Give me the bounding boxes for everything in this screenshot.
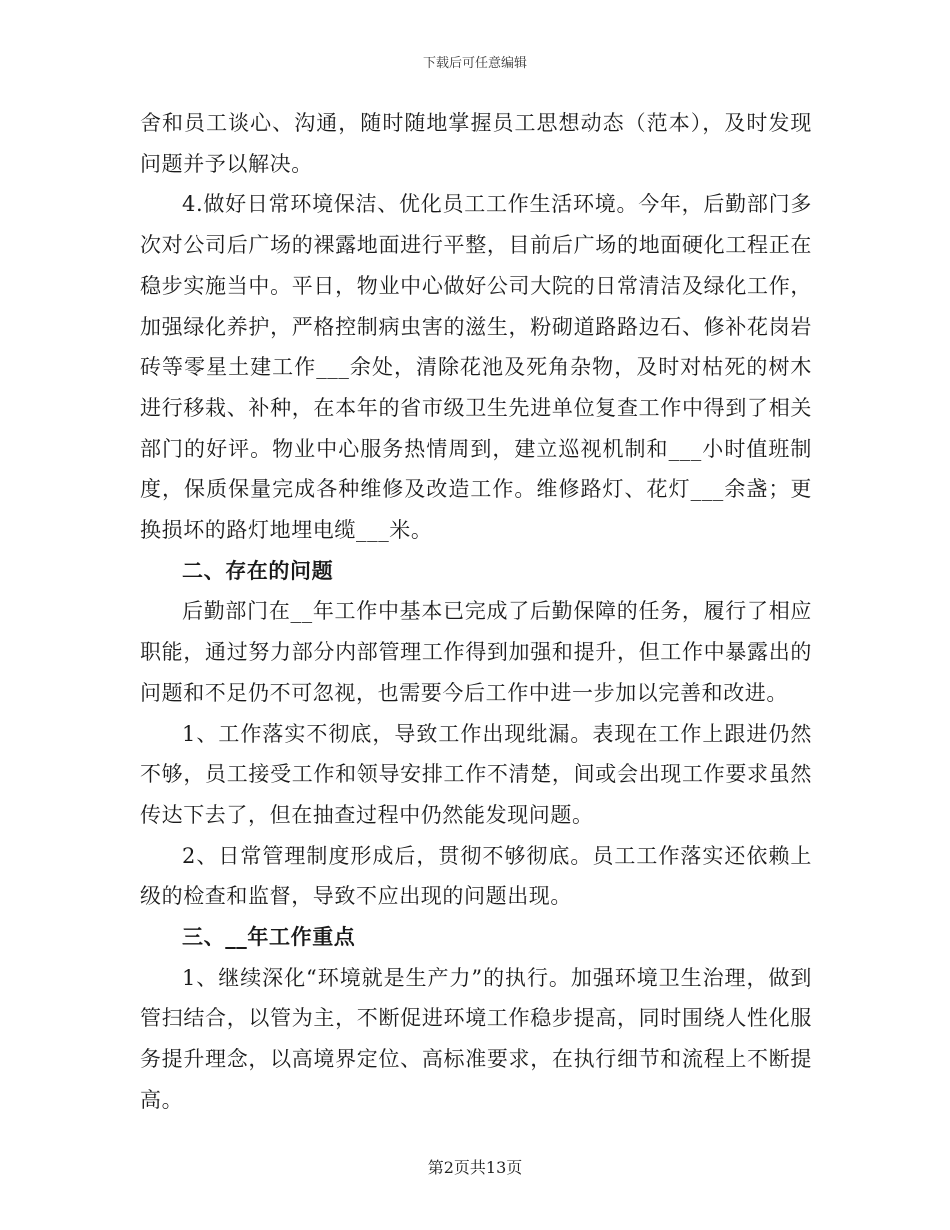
page-number: 第2页共13页 <box>427 1158 523 1177</box>
page-header: 下载后可任意编辑 <box>422 56 527 71</box>
paragraph-continuation: 舍和员工谈心、沟通，随时随地掌握员工思想动态（范本），及时发现问题并予以解决。 <box>140 111 812 176</box>
paragraph-priority-1: 1、继续深化“环境就是生产力”的执行。加强环境卫生治理，做到管扫结合，以管为主，不断促进环境工作稳步提高，同时围绕人性化服务提升理念，以高境界定位、高标准要求，在执行细节和流程上不断提高。 <box>140 965 812 1112</box>
document-body <box>140 103 812 1121</box>
section-heading-problems: 二、存在的问题 <box>182 557 334 583</box>
paragraph-problem-1: 1、工作落实不彻底，导致工作出现纰漏。表现在工作上跟进仍然不够，员工接受工作和领导安排工作不清楚，间或会出现工作要求虽然传达下去了，但在抽查过程中仍然能发现问题。 <box>140 721 812 827</box>
paragraph-problems-intro: 后勤部门在__年工作中基本已完成了后勤保障的任务，履行了相应职能，通过努力部分内部管理工作得到加强和提升，但工作中暴露出的问题和不足仍不可忽视，也需要今后工作中进一步加以完善和改进。 <box>140 599 812 705</box>
section-heading-priorities: 三、__年工作重点 <box>182 924 356 950</box>
paragraph-item-4: 4.做好日常环境保洁、优化员工工作生活环境。今年，后勤部门多次对公司后广场的裸露地面进行平整，目前后广场的地面硬化工程正在稳步实施当中。平日，物业中心做好公司大院的日常清洁及绿化工作，加强绿化养护，严格控制病虫害的滋生，粉砌道路路边石、修补花岗岩砖等零星土建工作___余处，清除花池及死角杂物，及时对枯死的树木进行移栽、补种，在本年的省市级卫生先进单位复查工作中得到了相关部门的好评。物业中心服务热情周到，建立巡视机制和___小时值班制度，保质保量完成各种维修及改造工作。维修路灯、花灯___余盏；更换损坏的路灯地埋电缆___米。 <box>140 192 812 543</box>
paragraph-problem-2: 2、日常管理制度形成后，贯彻不够彻底。员工工作落实还依赖上级的检查和监督，导致不应出现的问题出现。 <box>140 843 812 909</box>
